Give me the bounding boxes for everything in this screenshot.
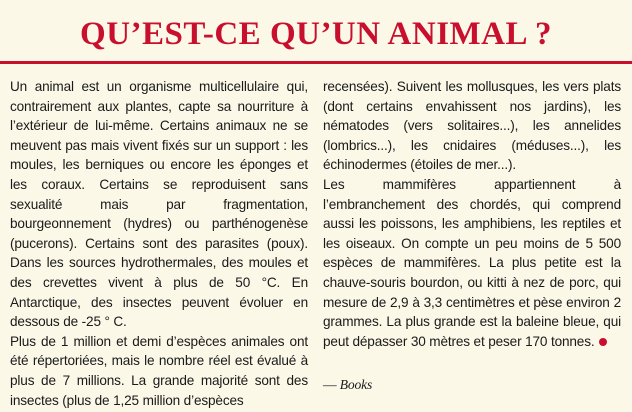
title-rule (0, 61, 632, 64)
paragraph-intro: Un animal est un organisme multicellulaire qui, contrairement aux plantes, capte sa nourriture à l’extérieur de lui-même. Certains animaux ne se meuvent pas mais vivent fixés sur un support : les moules, les berniques ou encore les éponges et les coraux. Certains se reproduisent sans sexualité mais par fragmentation, bourgeonnement (hydres) ou parthénogenèse (pucerons). Certains sont des parasites (poux). Dans les sources hydrothermales, des moules et des crevettes vivent à plus de 50 °C. En Antarctique, des insectes peuvent évoluer en dessous de -25 ° C. (10, 79, 308, 330)
left-column (10, 77, 308, 410)
paragraph-species-continued: recensées). Suivent les mollusques, les vers plats (dont certains envahissent nos jardins), les nématodes (vers solitaires...), les annelides (lombrics...), les cnidaires (méduses...), les échinodermes (étoiles de mer...). (323, 79, 621, 173)
mammals-text: Les mammifères appartiennent à l’embranchement des chordés, qui comprend aussi les poissons, les amphibiens, les reptiles et les oiseaux. On compte un peu moins de 5 500 espèces de mammifères. La plus petite est la chauve-souris bourdon, ou kitti à nez de porc, qui mesure de 2,9 à 3,3 centimètres et pèse environ 2 grammes. La plus grande est la baleine bleue, qui peut dépasser 30 mètres et peser 170 tonnes. (323, 176, 621, 349)
paragraph-mammals (323, 175, 621, 351)
byline-source: Books (339, 377, 373, 393)
byline (323, 375, 621, 395)
article-title: QU’EST-CE QU’UN ANIMAL ? (80, 16, 552, 52)
right-column (323, 77, 621, 395)
byline-dash: — (323, 377, 337, 393)
paragraph-species-count: Plus de 1 million et demi d’espèces animales ont été répertoriées, mais le nombre réel est évalué à plus de 7 millions. La grande majorité sont des insectes (plus de 1,25 million d’espèces (10, 333, 308, 408)
end-mark-icon (599, 338, 607, 346)
